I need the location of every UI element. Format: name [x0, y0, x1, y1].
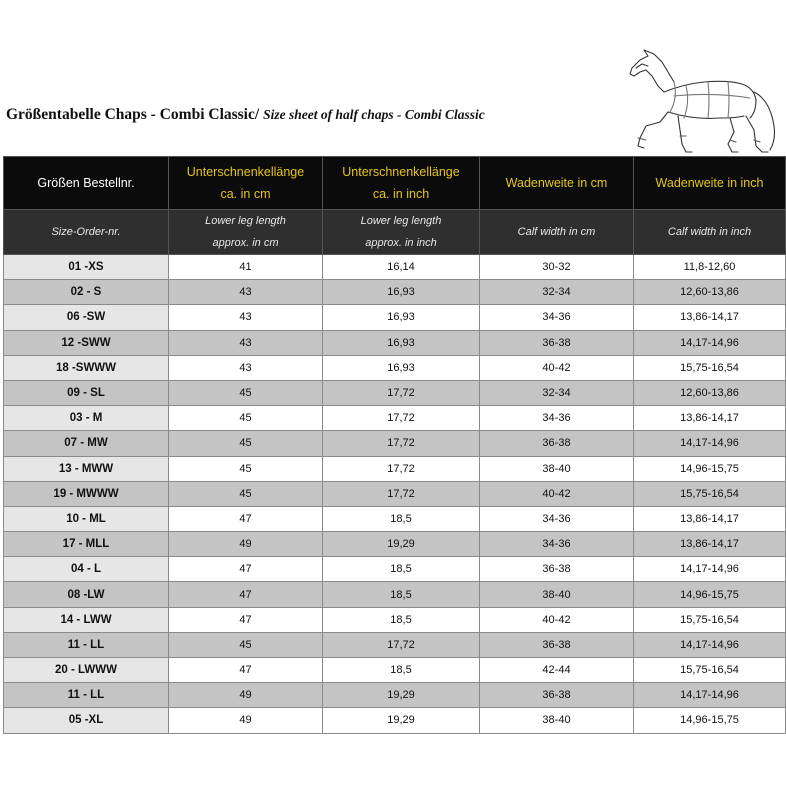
table-row [4, 305, 786, 330]
value-cell: 34-36 [480, 506, 634, 531]
value-cell: 14,17-14,96 [634, 557, 786, 582]
header-text: Größen Bestellnr. [37, 176, 135, 190]
table-row [4, 456, 786, 481]
table-row [4, 557, 786, 582]
table-row [4, 532, 786, 557]
value-cell: 36-38 [480, 330, 634, 355]
value-cell: 49 [169, 683, 323, 708]
table-row [4, 481, 786, 506]
table-row [4, 708, 786, 733]
size-cell: 13 - MWW [4, 456, 169, 481]
size-cell: 01 -XS [4, 255, 169, 280]
value-cell: 38-40 [480, 582, 634, 607]
size-cell: 08 -LW [4, 582, 169, 607]
value-cell: 15,75-16,54 [634, 355, 786, 380]
subheader-text: Size-Order-nr. [51, 226, 121, 238]
subheader-cell [323, 210, 480, 255]
value-cell: 34-36 [480, 406, 634, 431]
header-row-english [4, 210, 786, 255]
header-text: Unterschnenkellänge ca. in inch [342, 165, 460, 201]
table-row [4, 355, 786, 380]
value-cell: 18,5 [323, 658, 480, 683]
value-cell: 45 [169, 431, 323, 456]
table-row [4, 380, 786, 405]
page-title [6, 106, 485, 124]
table-row [4, 683, 786, 708]
value-cell: 47 [169, 582, 323, 607]
value-cell: 14,17-14,96 [634, 632, 786, 657]
table-row [4, 607, 786, 632]
value-cell: 18,5 [323, 557, 480, 582]
value-cell: 12,60-13,86 [634, 380, 786, 405]
value-cell: 34-36 [480, 305, 634, 330]
header-cell [169, 157, 323, 210]
value-cell: 16,93 [323, 280, 480, 305]
value-cell: 40-42 [480, 607, 634, 632]
value-cell: 17,72 [323, 380, 480, 405]
value-cell: 13,86-14,17 [634, 305, 786, 330]
subheader-cell [169, 210, 323, 255]
subheader-text: Lower leg length approx. in cm [205, 215, 286, 249]
value-cell: 34-36 [480, 532, 634, 557]
value-cell: 45 [169, 456, 323, 481]
horse-illustration [624, 46, 784, 158]
size-cell: 11 - LL [4, 632, 169, 657]
header-cell [323, 157, 480, 210]
subheader-text: Calf width in inch [667, 226, 752, 238]
value-cell: 13,86-14,17 [634, 506, 786, 531]
title-sub: Size sheet of half chaps - Combi Classic [263, 107, 485, 122]
value-cell: 17,72 [323, 632, 480, 657]
size-cell: 07 - MW [4, 431, 169, 456]
subheader-cell [634, 210, 786, 255]
value-cell: 36-38 [480, 431, 634, 456]
value-cell: 11,8-12,60 [634, 255, 786, 280]
value-cell: 38-40 [480, 456, 634, 481]
value-cell: 42-44 [480, 658, 634, 683]
value-cell: 14,17-14,96 [634, 683, 786, 708]
value-cell: 41 [169, 255, 323, 280]
table-row [4, 658, 786, 683]
header-cell [480, 157, 634, 210]
header-text: Unterschnenkellänge ca. in cm [186, 165, 305, 201]
size-table [3, 156, 786, 734]
value-cell: 45 [169, 481, 323, 506]
value-cell: 45 [169, 632, 323, 657]
value-cell: 17,72 [323, 481, 480, 506]
value-cell: 15,75-16,54 [634, 481, 786, 506]
value-cell: 36-38 [480, 632, 634, 657]
value-cell: 13,86-14,17 [634, 532, 786, 557]
header-cell [4, 157, 169, 210]
size-cell: 06 -SW [4, 305, 169, 330]
value-cell: 19,29 [323, 683, 480, 708]
table-row [4, 255, 786, 280]
header-row-german [4, 157, 786, 210]
size-cell: 19 - MWWW [4, 481, 169, 506]
value-cell: 16,93 [323, 305, 480, 330]
value-cell: 36-38 [480, 557, 634, 582]
title-main: Größentabelle Chaps - Combi Classic/ [6, 106, 260, 123]
value-cell: 40-42 [480, 355, 634, 380]
table-row [4, 632, 786, 657]
size-cell: 17 - MLL [4, 532, 169, 557]
value-cell: 43 [169, 280, 323, 305]
value-cell: 45 [169, 380, 323, 405]
table-row [4, 406, 786, 431]
value-cell: 12,60-13,86 [634, 280, 786, 305]
size-cell: 14 - LWW [4, 607, 169, 632]
value-cell: 19,29 [323, 708, 480, 733]
size-cell: 02 - S [4, 280, 169, 305]
value-cell: 18,5 [323, 582, 480, 607]
value-cell: 43 [169, 305, 323, 330]
value-cell: 14,17-14,96 [634, 330, 786, 355]
table-row [4, 506, 786, 531]
value-cell: 14,96-15,75 [634, 456, 786, 481]
value-cell: 16,93 [323, 330, 480, 355]
table-row [4, 582, 786, 607]
value-cell: 45 [169, 406, 323, 431]
value-cell: 17,72 [323, 406, 480, 431]
value-cell: 17,72 [323, 456, 480, 481]
header-cell [634, 157, 786, 210]
size-cell: 20 - LWWW [4, 658, 169, 683]
subheader-cell [480, 210, 634, 255]
table-row [4, 330, 786, 355]
value-cell: 47 [169, 658, 323, 683]
value-cell: 47 [169, 557, 323, 582]
table-body [4, 255, 786, 734]
value-cell: 13,86-14,17 [634, 406, 786, 431]
value-cell: 14,96-15,75 [634, 582, 786, 607]
value-cell: 15,75-16,54 [634, 658, 786, 683]
value-cell: 40-42 [480, 481, 634, 506]
size-cell: 09 - SL [4, 380, 169, 405]
subheader-text: Lower leg length approx. in inch [360, 215, 442, 249]
value-cell: 47 [169, 607, 323, 632]
value-cell: 16,14 [323, 255, 480, 280]
size-cell: 10 - ML [4, 506, 169, 531]
value-cell: 16,93 [323, 355, 480, 380]
size-cell: 03 - M [4, 406, 169, 431]
value-cell: 14,17-14,96 [634, 431, 786, 456]
value-cell: 14,96-15,75 [634, 708, 786, 733]
value-cell: 18,5 [323, 607, 480, 632]
value-cell: 32-34 [480, 280, 634, 305]
value-cell: 38-40 [480, 708, 634, 733]
value-cell: 47 [169, 506, 323, 531]
size-cell: 12 -SWW [4, 330, 169, 355]
size-cell: 05 -XL [4, 708, 169, 733]
value-cell: 49 [169, 532, 323, 557]
header-text: Wadenweite in inch [655, 176, 764, 190]
subheader-cell [4, 210, 169, 255]
size-cell: 11 - LL [4, 683, 169, 708]
value-cell: 32-34 [480, 380, 634, 405]
subheader-text: Calf width in cm [517, 226, 596, 238]
value-cell: 30-32 [480, 255, 634, 280]
value-cell: 18,5 [323, 506, 480, 531]
value-cell: 17,72 [323, 431, 480, 456]
value-cell: 49 [169, 708, 323, 733]
value-cell: 19,29 [323, 532, 480, 557]
size-cell: 18 -SWWW [4, 355, 169, 380]
table-row [4, 431, 786, 456]
value-cell: 43 [169, 355, 323, 380]
header-text: Wadenweite in cm [505, 176, 608, 190]
size-cell: 04 - L [4, 557, 169, 582]
table-row [4, 280, 786, 305]
value-cell: 15,75-16,54 [634, 607, 786, 632]
value-cell: 43 [169, 330, 323, 355]
value-cell: 36-38 [480, 683, 634, 708]
